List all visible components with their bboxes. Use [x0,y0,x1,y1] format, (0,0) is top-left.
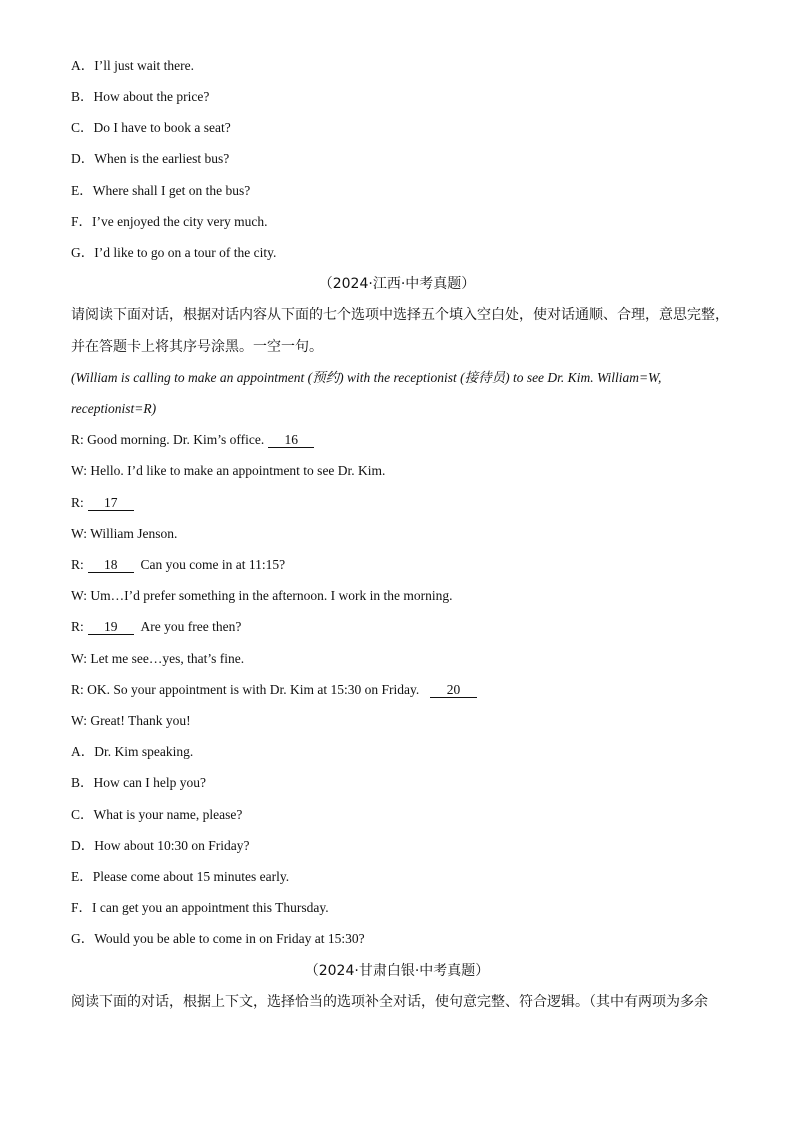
dialogue-line-4 [71,525,177,543]
answer-blank-19[interactable]: 19 [88,619,134,635]
section2-instruction-1: 阅读下面的对话，根据上下文，选择恰当的选项补全对话，使句意完整、符合逻辑。（其中有两项为多余 [71,994,708,1010]
dialogue-line-10 [71,712,191,730]
section1-option-f: F．I can get you an appointment this Thursday. [71,900,329,915]
option-b: B．How about the price? [71,89,210,104]
option-a: A．I’ll just wait there. [71,58,194,73]
dialogue-line-2 [71,462,385,480]
dialogue-text: R: [71,619,84,634]
section1-context-2: receptionist=R) [71,401,157,416]
dialogue-text: W: Um…I’d prefer something in the afternoon. I work in the morning. [71,588,453,603]
answer-blank-16[interactable]: 16 [268,432,314,448]
option-g: G．I’d like to go on a tour of the city. [71,245,277,260]
section1-instruction-1: 请阅读下面对话，根据对话内容从下面的七个选项中选择五个填入空白处，使对话通顺、合理，意思完整， [71,307,729,323]
dialogue-text: W: Let me see…yes, that’s fine. [71,651,245,666]
dialogue-text: W: William Jenson. [71,526,178,541]
option-e: E．Where shall I get on the bus? [71,183,251,198]
section1-option-g: G．Would you be able to come in on Friday at 15:30? [71,931,365,946]
section1-option-e: E．Please come about 15 minutes early. [71,869,290,884]
answer-blank-17[interactable]: 17 [88,495,134,511]
answer-blank-18[interactable]: 18 [88,557,134,573]
option-c: C．Do I have to book a seat? [71,120,231,135]
dialogue-line-6 [71,587,453,605]
option-f: F．I’ve enjoyed the city very much. [71,214,268,229]
dialogue-line-9 [71,681,477,699]
dialogue-line-7 [71,618,241,636]
dialogue-line-3 [71,494,134,512]
dialogue-text: R: Good morning. Dr. Kim’s office. [71,432,265,447]
dialogue-text: R: OK. So your appointment is with Dr. Kim at 15:30 on Friday. [71,682,420,697]
dialogue-text: R: [71,495,84,510]
section2-source: （2024·甘肃白银·中考真题） [304,963,490,979]
dialogue-text: W: Hello. I’d like to make an appointment to see Dr. Kim. [71,463,386,478]
dialogue-line-1 [71,431,314,449]
dialogue-text: Are you free then? [140,619,242,634]
section1-option-a: A．Dr. Kim speaking. [71,744,194,759]
section1-context-1: (William is calling to make an appointment (预约) with the receptionist (接待员) to see Dr. Kim. William=W, [71,370,662,385]
section1-instruction-2: 并在答题卡上将其序号涂黑。一空一句。 [71,339,323,355]
option-d: D．When is the earliest bus? [71,151,230,166]
dialogue-line-8 [71,650,244,668]
section1-option-d: D．How about 10:30 on Friday? [71,838,250,853]
section1-option-b: B．How can I help you? [71,775,206,790]
dialogue-text: R: [71,557,84,572]
answer-blank-20[interactable]: 20 [430,682,477,698]
section1-option-c: C．What is your name, please? [71,807,243,822]
section1-source: （2024·江西·中考真题） [318,276,476,292]
dialogue-line-5 [71,556,285,574]
dialogue-text: Can you come in at 11:15? [140,557,286,572]
dialogue-text: W: Great! Thank you! [71,713,191,728]
